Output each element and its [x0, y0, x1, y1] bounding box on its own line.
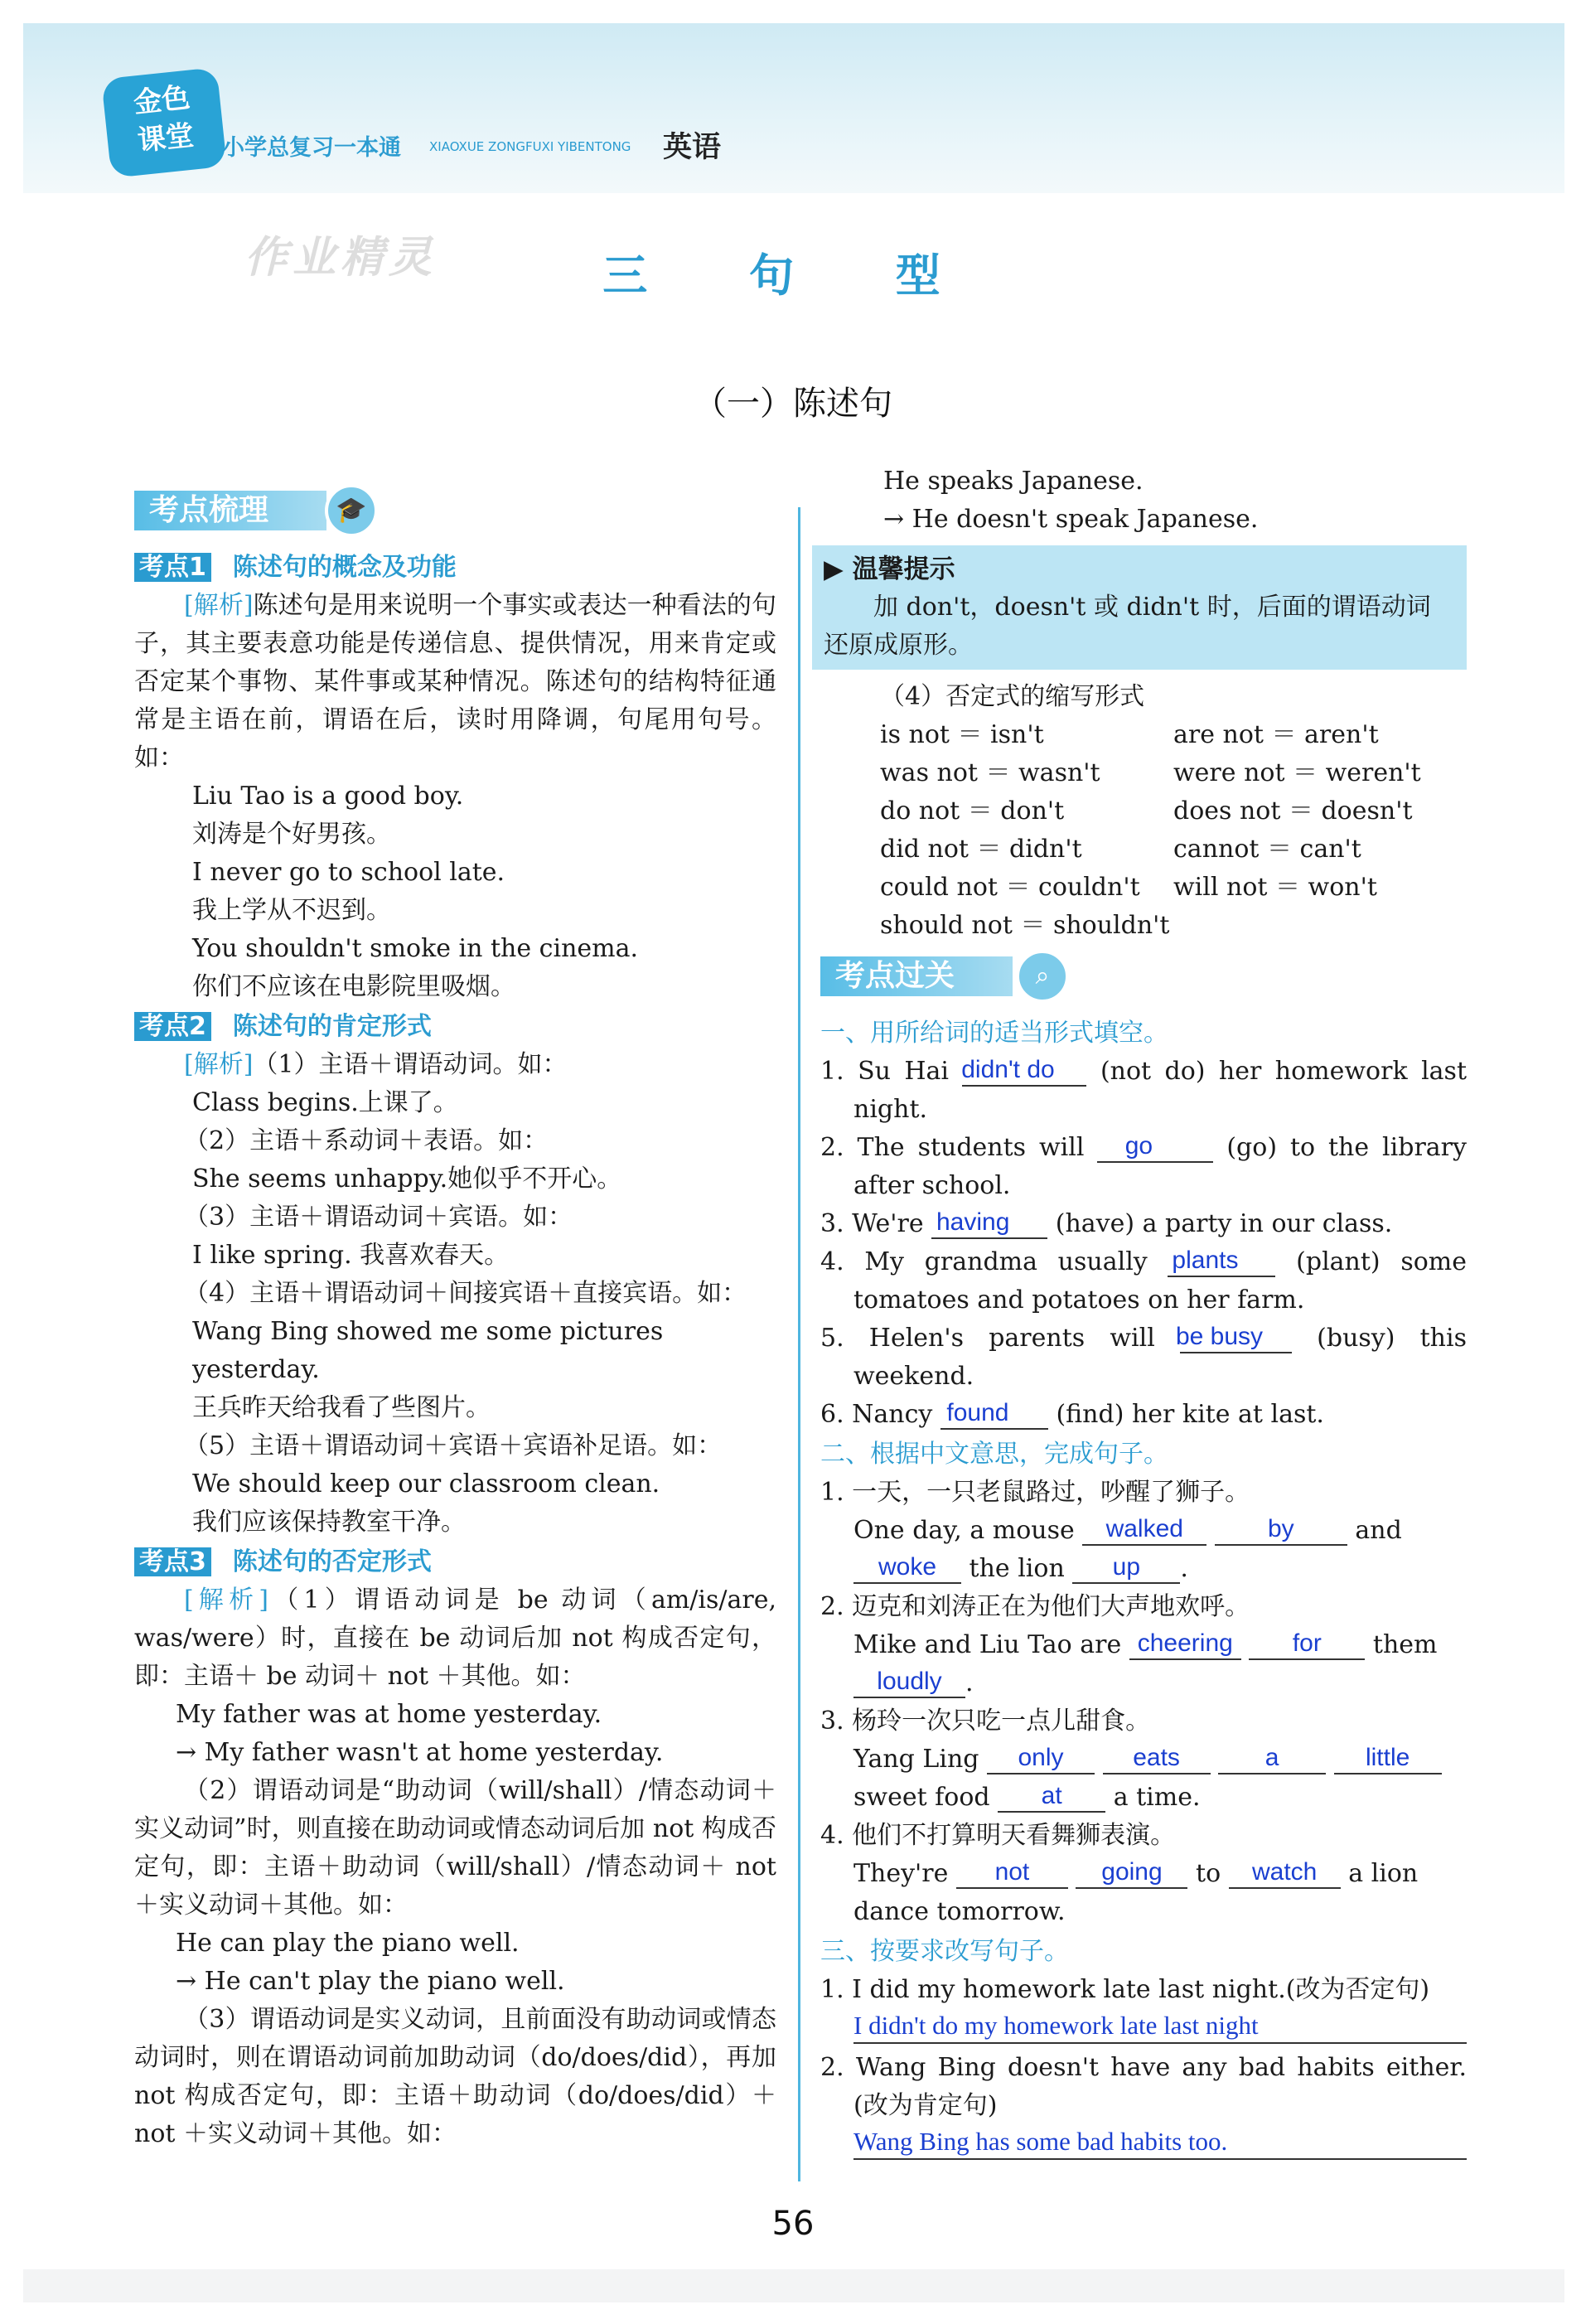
section-bar-review: [134, 484, 776, 537]
question-chinese: 3. 杨玲一次只吃一点儿甜食。: [820, 1707, 1151, 1736]
point-label: 考点2: [134, 1012, 211, 1041]
magnifier-icon: ⌕: [1016, 950, 1069, 1003]
exercise-heading-1: 一、用所给词的适当形式填空。: [820, 1019, 1168, 1048]
example: 你们不应该在电影院里吸烟。: [192, 972, 515, 1001]
example: → He doesn't speak Japanese.: [883, 505, 1259, 534]
rule: （4）主语＋谓语动词＋间接宾语＋直接宾语。如：: [184, 1279, 747, 1308]
section-title: （一）陈述句: [694, 385, 892, 423]
answer-blank[interactable]: walked: [1082, 1514, 1206, 1546]
rule: （3）主语＋谓语动词＋宾语。如：: [184, 1203, 573, 1232]
rule: [解析]（1）主语＋谓语动词。如：: [184, 1050, 568, 1079]
example: We should keep our classroom clean.: [192, 1469, 660, 1498]
question-english: loudly .: [820, 1664, 1467, 1702]
contraction-list: [820, 678, 1467, 945]
logo-text-bottom: 课堂: [136, 119, 196, 158]
point-title: 陈述句的概念及功能: [232, 553, 457, 582]
contraction-row: did not ＝ didn't cannot ＝ can't: [880, 835, 1361, 864]
logo-text-top: 金色: [132, 80, 192, 120]
answer-blank[interactable]: found: [940, 1398, 1048, 1430]
question: 1. I did my homework late last night.(改为否定句): [820, 1975, 1430, 2004]
rule: （5）主语＋谓语动词＋宾语＋宾语补足语。如：: [184, 1431, 723, 1460]
example: 王兵昨天给我看了些图片。: [192, 1393, 491, 1422]
answer-blank[interactable]: go: [1097, 1131, 1213, 1163]
rule: [解析]（1）谓语动词是 be 动词（am/is/are, was/were）时，直接在 be 动词后加 not 构成否定句，即：主语＋ be 动词＋ not ＋其他。如：: [134, 1586, 776, 1691]
graduation-cap-icon: 🎓: [325, 484, 378, 537]
contraction-row: is not ＝ isn't are not ＝ aren't: [880, 720, 1379, 749]
contraction-row: should not ＝ shouldn't: [880, 911, 1170, 940]
question: 3. We're having (have) a party in our class.: [820, 1208, 1393, 1238]
answer-blank[interactable]: not: [956, 1857, 1068, 1889]
left-column: [134, 479, 776, 2153]
tip-box: [812, 545, 1467, 670]
analysis-tag: [解析]: [184, 591, 254, 620]
point-1-heading: [134, 549, 776, 587]
answer-blank[interactable]: woke: [853, 1552, 961, 1584]
bar-label: 考点梳理: [134, 491, 326, 530]
question-english: One day, a mouse walked by and: [853, 1515, 1402, 1545]
page-header: [23, 23, 1564, 193]
example: You shouldn't smoke in the cinema.: [192, 934, 639, 963]
answer-blank[interactable]: little: [1334, 1743, 1442, 1774]
question-english: sweet food at a time.: [853, 1782, 1201, 1812]
question-chinese: 2. 迈克和刘涛正在为他们大声地欢呼。: [820, 1592, 1250, 1621]
point-label: 考点3: [134, 1547, 211, 1576]
contraction-heading: （4）否定式的缩写形式: [880, 682, 1145, 711]
contraction-row: could not ＝ couldn't will not ＝ won't: [880, 873, 1377, 902]
point-label: 考点1: [134, 553, 211, 582]
analysis-tag: [解析]: [184, 1586, 269, 1615]
question: 2. The students will go (go) to the library after school.: [820, 1132, 1467, 1200]
example: He speaks Japanese.: [883, 467, 1144, 496]
chapter-title: 三 句 型: [602, 249, 984, 302]
question: 1. Su Hai didn't do (not do) her homework last night.: [820, 1056, 1468, 1124]
rule: （3）谓语动词是实义动词，且前面没有助动词或情态动词时，则在谓语动词前加助动词（do/does/did），再加 not 构成否定句，即：主语＋助动词（do/does/did）＋ not ＋实义动词＋其他。如：: [134, 2005, 776, 2148]
page-number: 56: [771, 2205, 815, 2243]
example: 刘涛是个好男孩。: [192, 820, 391, 849]
example: My father was at home yesterday.: [176, 1700, 602, 1729]
question-english: Yang Ling only eats a little: [820, 1741, 1467, 1779]
answer-blank[interactable]: only: [987, 1743, 1095, 1774]
subject-label: 英语: [663, 131, 722, 164]
exercise-heading-2: 二、根据中文意思，完成句子。: [820, 1440, 1168, 1469]
column-divider: [798, 507, 800, 2181]
example: Wang Bing showed me some pictures yesterday.: [192, 1317, 664, 1384]
answer-blank[interactable]: cheering: [1129, 1629, 1241, 1660]
answer-blank[interactable]: plants: [1168, 1246, 1275, 1277]
question-english: Mike and Liu Tao are cheering for them: [853, 1629, 1438, 1659]
footer-band: [23, 2269, 1564, 2302]
question-chinese: 4. 他们不打算明天看舞狮表演。: [820, 1821, 1176, 1850]
question-chinese: 1. 一天，一只老鼠路过，吵醒了狮子。: [820, 1478, 1250, 1507]
example: Liu Tao is a good boy.: [192, 782, 464, 811]
rule: （2）谓语动词是“助动词（will/shall）/情态动词＋实义动词”时，则直接在助动词或情态动词后加 not 构成否定句，即：主语＋助动词（will/shall）/情态动词＋ not ＋实义动词＋其他。如：: [134, 1776, 776, 1920]
example: I never go to school late.: [192, 858, 505, 887]
example: I like spring. 我喜欢春天。: [192, 1241, 510, 1270]
answer-blank[interactable]: watch: [1229, 1857, 1341, 1889]
answer-blank[interactable]: be busy: [1180, 1322, 1292, 1353]
answer-blank[interactable]: loudly: [853, 1667, 965, 1698]
point-1-analysis: [解析]陈述句是用来说明一个事实或表达一种看法的句子，其主要表意功能是传递信息、提供情况，用来肯定或否定某个事物、某件事或某种情况。陈述句的结构特征通常是主语在前，谓语在后，读时用降调，句尾用句号。如：: [134, 591, 776, 772]
answer-blank[interactable]: going: [1076, 1857, 1187, 1889]
point-title: 陈述句的否定形式: [232, 1547, 432, 1576]
answer-line[interactable]: I didn't do my homework late last night: [853, 2009, 1467, 2044]
answer-blank[interactable]: at: [998, 1781, 1105, 1813]
answer-line[interactable]: Wang Bing has some bad habits too.: [853, 2125, 1467, 2160]
point-title: 陈述句的肯定形式: [232, 1012, 432, 1041]
series-pinyin: XIAOXUE ZONGFUXI YIBENTONG: [429, 139, 631, 154]
example: She seems unhappy.她似乎不开心。: [192, 1164, 622, 1193]
answer-blank[interactable]: having: [931, 1208, 1047, 1239]
answer-blank[interactable]: by: [1215, 1514, 1347, 1546]
question-english: woke the lion up .: [820, 1550, 1467, 1588]
section-bar-practice: [820, 950, 1467, 1003]
question-english: They're not going to watch a lion dance tomorrow.: [853, 1858, 1419, 1926]
point-3-heading: [134, 1543, 776, 1581]
right-column: [820, 462, 1467, 2160]
point-2-heading: [134, 1008, 776, 1046]
exercise-heading-3: 三、按要求改写句子。: [820, 1937, 1069, 1966]
brand-logo: [101, 67, 227, 178]
contraction-row: was not ＝ wasn't were not ＝ weren't: [880, 758, 1421, 787]
tip-title: ▶ 温馨提示: [824, 554, 955, 584]
example: He can play the piano well.: [176, 1929, 520, 1958]
example: → He can't play the piano well.: [176, 1967, 565, 1996]
answer-blank[interactable]: didn't do: [962, 1055, 1086, 1087]
example: → My father wasn't at home yesterday.: [176, 1738, 664, 1767]
example: Class begins.上课了。: [192, 1088, 458, 1117]
analysis-tag: [解析]: [184, 1050, 254, 1079]
bar-label: 考点过关: [820, 956, 1013, 996]
question: 2. Wang Bing doesn't have any bad habits either.(改为肯定句): [820, 2053, 1467, 2120]
rule: （2）主语＋系动词＋表语。如：: [184, 1126, 549, 1155]
question: 6. Nancy found (find) her kite at last.: [820, 1399, 1324, 1429]
answer-blank[interactable]: up: [1072, 1552, 1180, 1584]
series-name: 小学总复习一本通: [222, 135, 401, 161]
example: 我们应该保持教室干净。: [192, 1508, 466, 1537]
watermark-logo: 作业精灵: [244, 233, 438, 283]
answer-blank[interactable]: for: [1249, 1629, 1365, 1660]
contraction-row: do not ＝ don't does not ＝ doesn't: [880, 796, 1413, 826]
question: 5. Helen's parents will be busy (busy) this weekend.: [820, 1323, 1467, 1391]
answer-blank[interactable]: a: [1218, 1743, 1326, 1774]
tip-text: 加 don't，doesn't 或 didn't 时，后面的谓语动词还原成原形。: [824, 593, 1431, 660]
question: 4. My grandma usually plants (plant) some tomatoes and potatoes on her farm.: [820, 1247, 1467, 1315]
answer-blank[interactable]: eats: [1103, 1743, 1211, 1774]
example: 我上学从不迟到。: [192, 896, 391, 925]
